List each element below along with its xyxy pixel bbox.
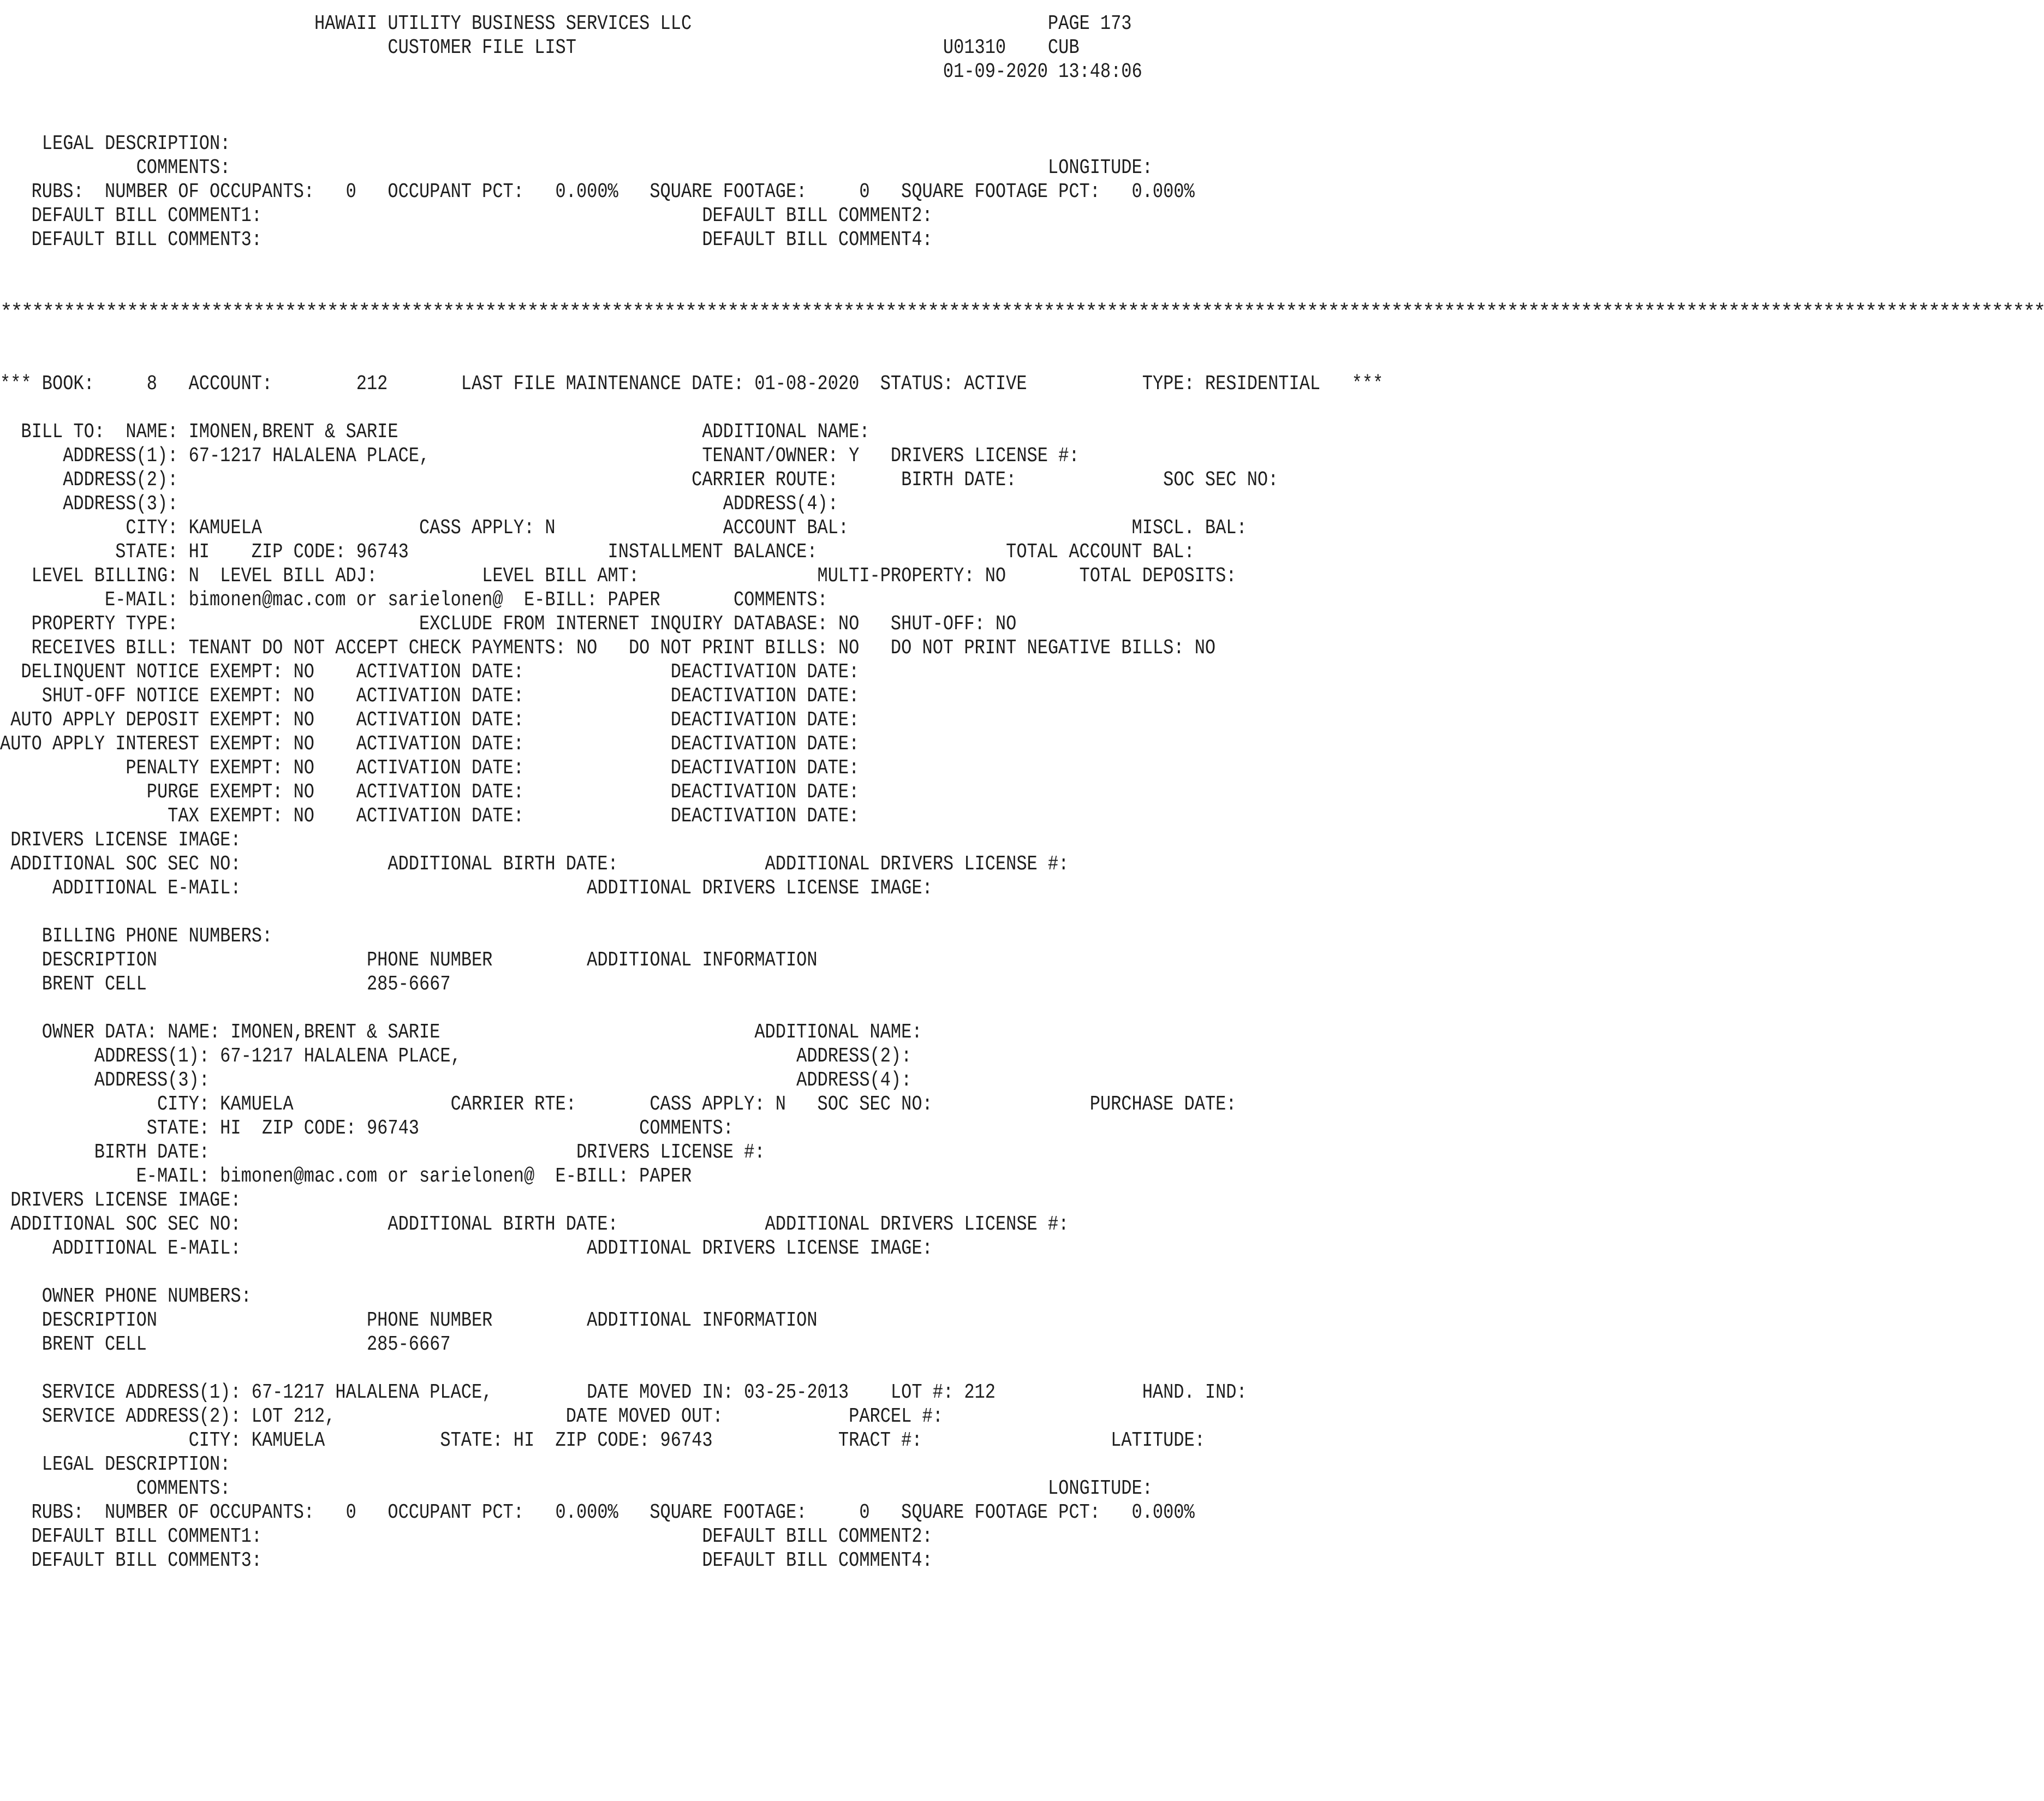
report-line: PENALTY EXEMPT: NO ACTIVATION DATE: DEACTIVATION DATE: bbox=[0, 756, 860, 780]
report-line: SERVICE ADDRESS(2): LOT 212, DATE MOVED OUT: PARCEL #: bbox=[0, 1405, 943, 1428]
report-line: AUTO APPLY INTEREST EXEMPT: NO ACTIVATION DATE: DEACTIVATION DATE: bbox=[0, 732, 860, 756]
report-line: RUBS: NUMBER OF OCCUPANTS: 0 OCCUPANT PCT: 0.000% SQUARE FOOTAGE: 0 SQUARE FOOTAGE PCT: 0.000% bbox=[0, 180, 1195, 204]
report-line: LEVEL BILLING: N LEVEL BILL ADJ: LEVEL BILL AMT: MULTI-PROPERTY: NO TOTAL DEPOSITS: bbox=[0, 564, 1237, 588]
report-line: E-MAIL: bimonen@mac.com or sarielonen@ E-BILL: PAPER COMMENTS: bbox=[0, 588, 828, 612]
report-line: PURGE EXEMPT: NO ACTIVATION DATE: DEACTIVATION DATE: bbox=[0, 780, 860, 804]
report-line: ADDITIONAL SOC SEC NO: ADDITIONAL BIRTH DATE: ADDITIONAL DRIVERS LICENSE #: bbox=[0, 852, 1069, 876]
report-line: COMMENTS: LONGITUDE: bbox=[0, 156, 1153, 180]
report-line: E-MAIL: bimonen@mac.com or sarielonen@ E-BILL: PAPER bbox=[0, 1165, 692, 1188]
report-line: DEFAULT BILL COMMENT3: DEFAULT BILL COMMENT4: bbox=[0, 228, 933, 252]
report-line: ADDRESS(1): 67-1217 HALALENA PLACE, TENANT/OWNER: Y DRIVERS LICENSE #: bbox=[0, 444, 1080, 468]
report-line: BIRTH DATE: DRIVERS LICENSE #: bbox=[0, 1141, 765, 1164]
report-line: BRENT CELL 285-6667 bbox=[0, 1333, 451, 1356]
report-line: ADDITIONAL SOC SEC NO: ADDITIONAL BIRTH DATE: ADDITIONAL DRIVERS LICENSE #: bbox=[0, 1213, 1069, 1236]
report-line: PROPERTY TYPE: EXCLUDE FROM INTERNET INQUIRY DATABASE: NO SHUT-OFF: NO bbox=[0, 612, 1017, 636]
report-line: CUSTOMER FILE LIST U01310 CUB bbox=[0, 36, 1080, 59]
report-line: DEFAULT BILL COMMENT1: DEFAULT BILL COMMENT2: bbox=[0, 204, 933, 228]
report-line: STATE: HI ZIP CODE: 96743 INSTALLMENT BALANCE: TOTAL ACCOUNT BAL: bbox=[0, 540, 1195, 564]
report-line: LEGAL DESCRIPTION: bbox=[0, 1453, 231, 1476]
record-separator: ************************************************************************************************************************************************************************************************** bbox=[0, 301, 2044, 324]
report-line: AUTO APPLY DEPOSIT EXEMPT: NO ACTIVATION DATE: DEACTIVATION DATE: bbox=[0, 708, 860, 732]
report-line: DESCRIPTION PHONE NUMBER ADDITIONAL INFORMATION bbox=[0, 1309, 818, 1332]
report-line: RECEIVES BILL: TENANT DO NOT ACCEPT CHECK PAYMENTS: NO DO NOT PRINT BILLS: NO DO NOT PRINT NEGATIVE BILLS: NO bbox=[0, 636, 1216, 660]
report-line: ADDRESS(3): ADDRESS(4): bbox=[0, 492, 838, 516]
report-line: ADDITIONAL E-MAIL: ADDITIONAL DRIVERS LICENSE IMAGE: bbox=[0, 1237, 933, 1260]
report-line: 01-09-2020 13:48:06 bbox=[0, 60, 1142, 84]
report-line: OWNER PHONE NUMBERS: bbox=[0, 1285, 252, 1308]
report-line: DELINQUENT NOTICE EXEMPT: NO ACTIVATION DATE: DEACTIVATION DATE: bbox=[0, 660, 860, 684]
report-line: BILLING PHONE NUMBERS: bbox=[0, 925, 273, 948]
report-line: DEFAULT BILL COMMENT3: DEFAULT BILL COMMENT4: bbox=[0, 1549, 933, 1572]
report-line: BILL TO: NAME: IMONEN,BRENT & SARIE ADDITIONAL NAME: bbox=[0, 420, 870, 444]
report-line: CITY: KAMUELA STATE: HI ZIP CODE: 96743 TRACT #: LATITUDE: bbox=[0, 1429, 1205, 1452]
report-line: DESCRIPTION PHONE NUMBER ADDITIONAL INFORMATION bbox=[0, 949, 818, 972]
report-line: STATE: HI ZIP CODE: 96743 COMMENTS: bbox=[0, 1117, 734, 1140]
report-line: DEFAULT BILL COMMENT1: DEFAULT BILL COMMENT2: bbox=[0, 1525, 933, 1548]
report-line: TAX EXEMPT: NO ACTIVATION DATE: DEACTIVATION DATE: bbox=[0, 804, 860, 828]
report-line: OWNER DATA: NAME: IMONEN,BRENT & SARIE ADDITIONAL NAME: bbox=[0, 1021, 922, 1044]
report-line: SHUT-OFF NOTICE EXEMPT: NO ACTIVATION DATE: DEACTIVATION DATE: bbox=[0, 684, 860, 708]
report-line: CITY: KAMUELA CASS APPLY: N ACCOUNT BAL: MISCL. BAL: bbox=[0, 516, 1247, 540]
report-line: SERVICE ADDRESS(1): 67-1217 HALALENA PLACE, DATE MOVED IN: 03-25-2013 LOT #: 212 HAND. IND: bbox=[0, 1381, 1247, 1404]
report-line: ADDRESS(3): ADDRESS(4): bbox=[0, 1069, 912, 1092]
report-line: LEGAL DESCRIPTION: bbox=[0, 132, 231, 156]
report-line: BRENT CELL 285-6667 bbox=[0, 973, 451, 996]
report-line: CITY: KAMUELA CARRIER RTE: CASS APPLY: N SOC SEC NO: PURCHASE DATE: bbox=[0, 1093, 1237, 1116]
report-line: ADDRESS(1): 67-1217 HALALENA PLACE, ADDRESS(2): bbox=[0, 1045, 912, 1068]
report-line: ADDRESS(2): CARRIER ROUTE: BIRTH DATE: SOC SEC NO: bbox=[0, 468, 1279, 492]
report-line: ADDITIONAL E-MAIL: ADDITIONAL DRIVERS LICENSE IMAGE: bbox=[0, 876, 933, 900]
report-line: HAWAII UTILITY BUSINESS SERVICES LLC PAGE 173 bbox=[0, 12, 1132, 35]
report-line: RUBS: NUMBER OF OCCUPANTS: 0 OCCUPANT PCT: 0.000% SQUARE FOOTAGE: 0 SQUARE FOOTAGE PCT: 0.000% bbox=[0, 1501, 1195, 1524]
report-line: DRIVERS LICENSE IMAGE: bbox=[0, 1189, 241, 1212]
report-line: *** BOOK: 8 ACCOUNT: 212 LAST FILE MAINTENANCE DATE: 01-08-2020 STATUS: ACTIVE TYPE: RESIDENTIAL *** bbox=[0, 372, 1384, 396]
report-line: COMMENTS: LONGITUDE: bbox=[0, 1477, 1153, 1500]
report-line: DRIVERS LICENSE IMAGE: bbox=[0, 828, 241, 852]
